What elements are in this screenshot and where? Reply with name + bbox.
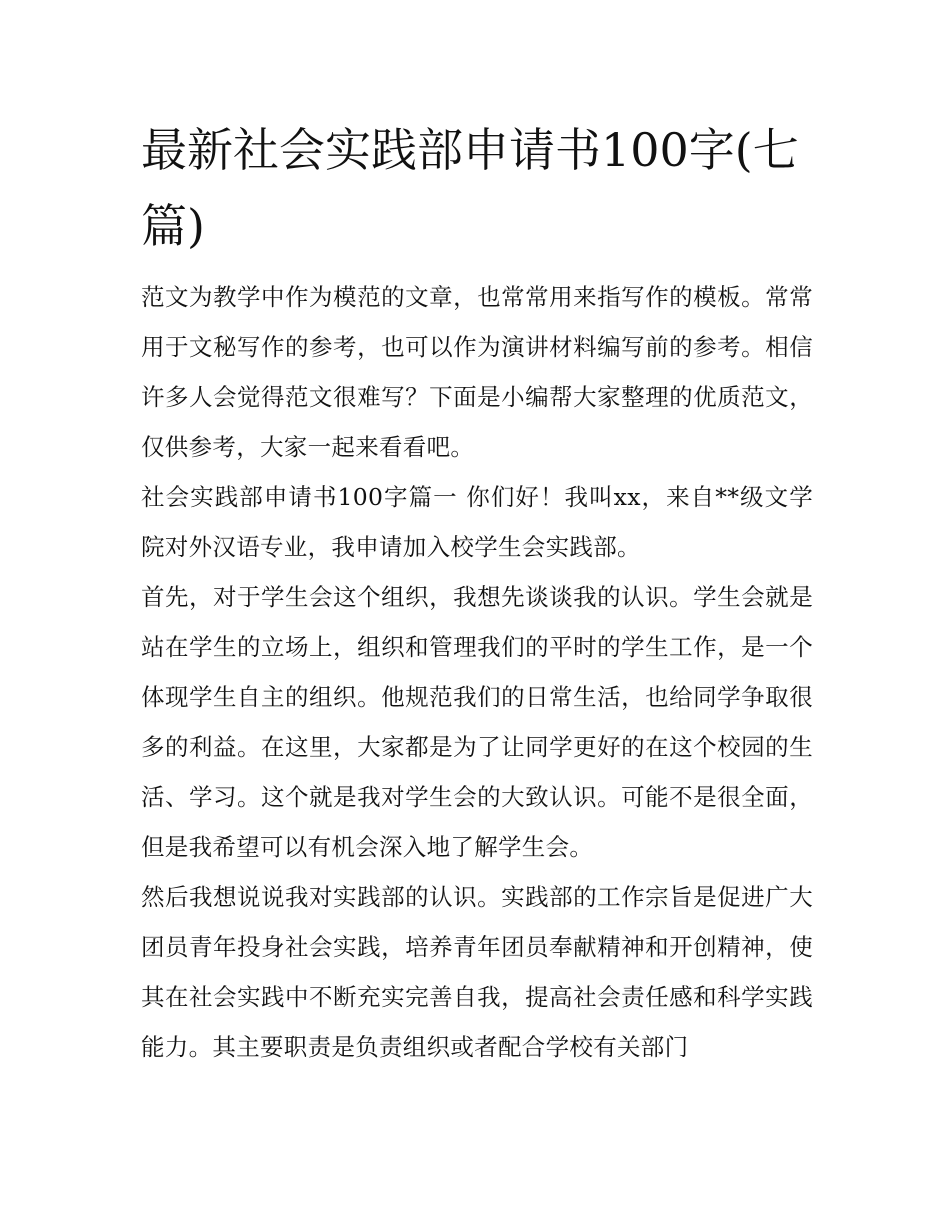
paragraph-practice-dept: 然后我想说说我对实践部的认识。实践部的工作宗旨是促进广大团员青年投身社会实践，培养青年团员奉献精神和开创精神，使其在社会实践中不断充实完善自我，提高社会责任感和科学实践能力。其主要职责是负责组织或者配合学校有关部门 bbox=[141, 883, 813, 1061]
paragraph-intro: 范文为教学中作为模范的文章，也常常用来指写作的模板。常常用于文秘写作的参考，也可以作为演讲材料编写前的参考。相信许多人会觉得范文很难写？下面是小编帮大家整理的优质范文，仅供参考，大家一起来看看吧。 bbox=[141, 283, 813, 461]
paragraph-greeting: 社会实践部申请书100字篇一 你们好！我叫xx，来自**级文学院对外汉语专业，我申请加入校学生会实践部。 bbox=[141, 483, 813, 561]
document-title: 最新社会实践部申请书100字(七篇) bbox=[141, 123, 799, 253]
document-page bbox=[141, 112, 813, 1072]
paragraph-student-union: 首先，对于学生会这个组织，我想先谈谈我的认识。学生会就是站在学生的立场上，组织和管理我们的平时的学生工作，是一个体现学生自主的组织。他规范我们的日常生活，也给同学争取很多的利益。在这里，大家都是为了让同学更好的在这个校园的生活、学习。这个就是我对学生会的大致认识。可能不是很全面，但是我希望可以有机会深入地了解学生会。 bbox=[141, 583, 813, 861]
